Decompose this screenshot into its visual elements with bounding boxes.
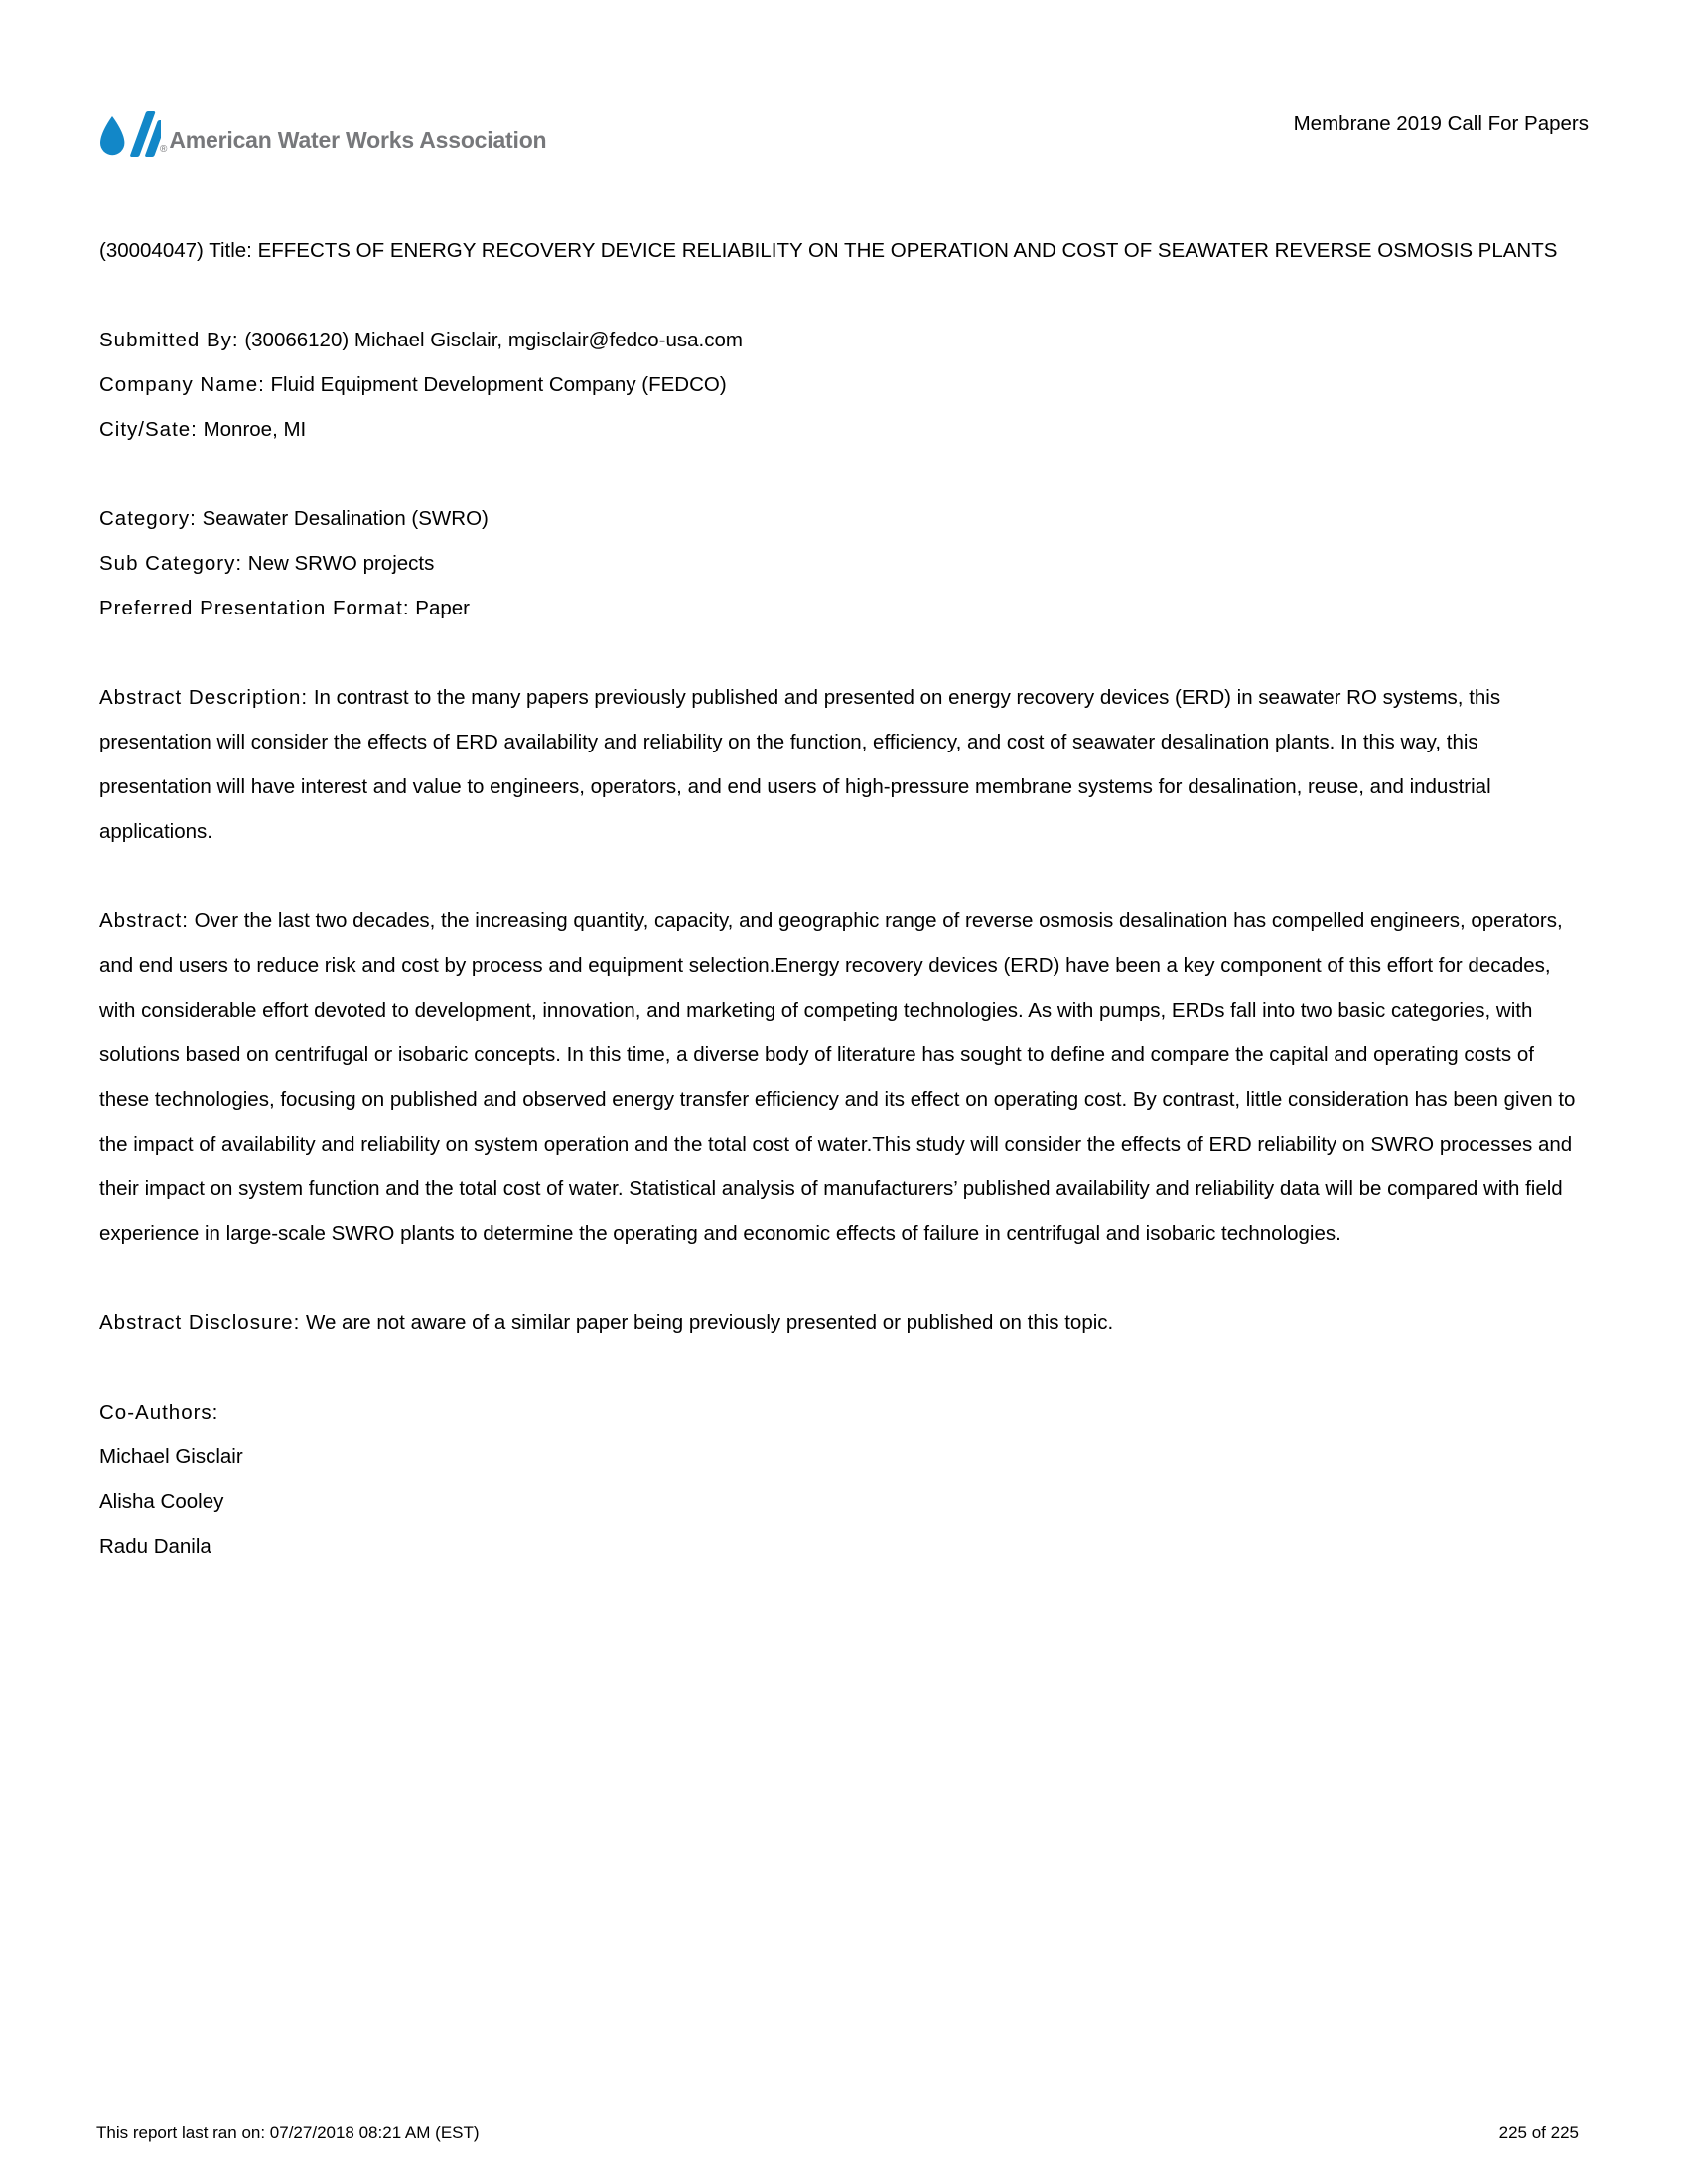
awwa-water-drop-icon [99, 109, 161, 159]
awwa-logo-text: American Water Works Association [169, 127, 547, 153]
title-label: (30004047) Title: [99, 239, 252, 262]
title-value: EFFECTS OF ENERGY RECOVERY DEVICE RELIABILITY ON THE OPERATION AND COST OF SEAWATER REVERSE OSMOSIS PLANTS [257, 239, 1558, 262]
preferred-format-value: Paper [415, 597, 470, 619]
sub-category-value: New SRWO projects [247, 552, 435, 575]
abstract-label: Abstract: [99, 909, 189, 932]
classification-section [99, 496, 1589, 630]
report-name: Membrane 2019 Call For Papers [1293, 112, 1589, 135]
sub-category-label: Sub Category: [99, 552, 243, 575]
co-authors-section [99, 1390, 1589, 1569]
abstract-disclosure-section [99, 1300, 1589, 1345]
awwa-logo [99, 109, 546, 159]
city-state-label: City/Sate: [99, 418, 198, 441]
submitter-section [99, 318, 1589, 452]
page-header [99, 0, 1589, 159]
abstract-description-value: In contrast to the many papers previously published and presented on energy recovery devices (ERD) in seawater RO systems, this presentation will consider the effects of ERD availability and reliability on the function, efficiency, and cost of seawater desalination plants. In this way, this presentation will have interest and value to engineers, operators, and end users of high-pressure membrane systems for desalination, reuse, and industrial applications. [99, 686, 1501, 843]
category-value: Seawater Desalination (SWRO) [202, 507, 489, 530]
abstract-value: Over the last two decades, the increasing quantity, capacity, and geographic range of reverse osmosis desalination has compelled engineers, operators, and end users to reduce risk and cost by process and equipment selection.Energy recovery devices (ERD) have been a key component of this effort for decades, with considerable effort devoted to development, innovation, and marketing of competing technologies. As with pumps, ERDs fall into two basic categories, with solutions based on centrifugal or isobaric concepts. In this time, a diverse body of literature has sought to define and compare the capital and operating costs of these technologies, focusing on published and observed energy transfer efficiency and its effect on operating cost. By contrast, little consideration has been given to the impact of availability and reliability on system operation and the total cost of water.This study will consider the effects of ERD reliability on SWRO processes and their impact on system function and the total cost of water. Statistical analysis of manufacturers’ published availability and reliability data will be compared with field experience in large-scale SWRO plants to determine the operating and economic effects of failure in centrifugal and isobaric technologies. [99, 909, 1576, 1245]
co-author-name: Michael Gisclair [99, 1445, 243, 1468]
submitted-by-value: (30066120) Michael Gisclair, mgisclair@fedco-usa.com [244, 329, 743, 351]
city-state-value: Monroe, MI [203, 418, 307, 441]
preferred-format-label: Preferred Presentation Format: [99, 597, 410, 619]
abstract-disclosure-label: Abstract Disclosure: [99, 1311, 301, 1334]
category-label: Category: [99, 507, 197, 530]
co-authors-label: Co-Authors: [99, 1401, 219, 1424]
abstract-report-body [99, 228, 1589, 1569]
footer-page-number: 225 of 225 [1498, 2123, 1579, 2142]
abstract-description-section [99, 675, 1589, 854]
abstract-description-label: Abstract Description: [99, 686, 309, 709]
page-footer [96, 2122, 1579, 2144]
submitted-by-label: Submitted By: [99, 329, 239, 351]
footer-last-ran: This report last ran on: 07/27/2018 08:21 AM (EST) [96, 2123, 480, 2142]
co-author-name: Radu Danila [99, 1535, 211, 1558]
registered-trademark-mark: ® [160, 144, 168, 155]
company-name-value: Fluid Equipment Development Company (FEDCO) [270, 373, 727, 396]
abstract-disclosure-value: We are not aware of a similar paper being previously presented or published on this topic. [305, 1311, 1114, 1334]
company-name-label: Company Name: [99, 373, 265, 396]
co-author-name: Alisha Cooley [99, 1490, 224, 1513]
document-title [99, 228, 1589, 273]
abstract-section [99, 898, 1589, 1256]
